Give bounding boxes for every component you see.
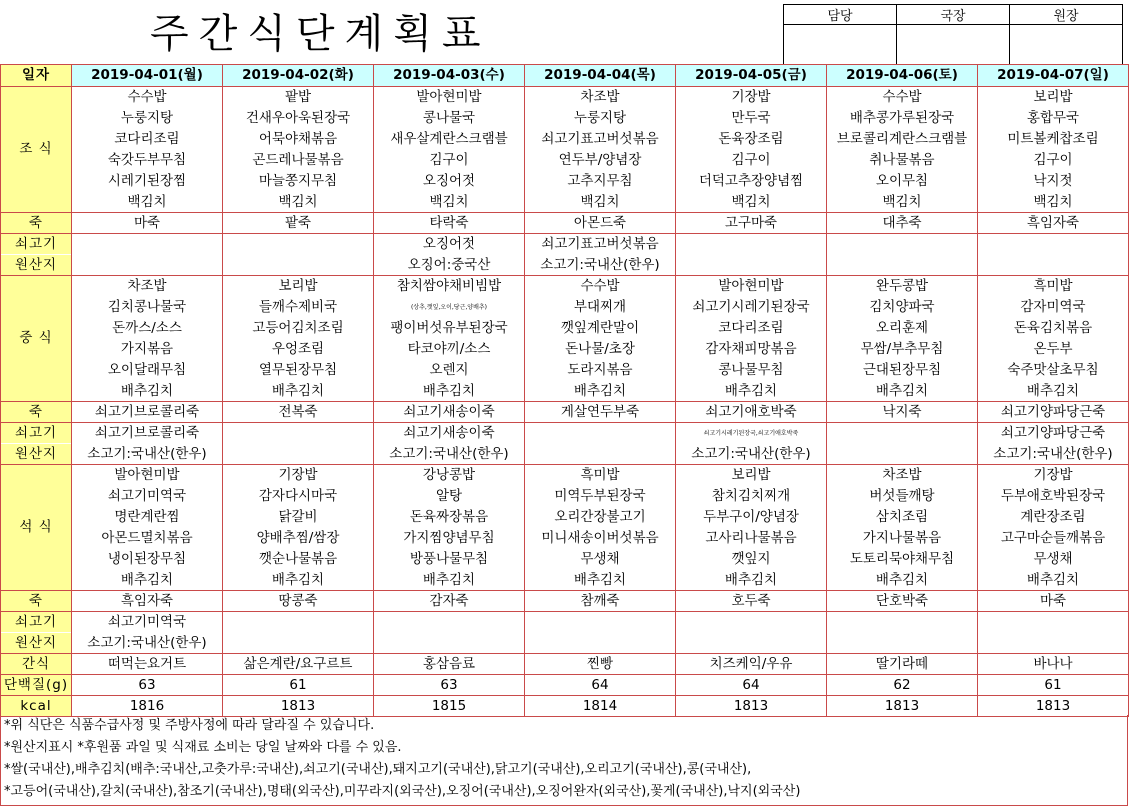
- porridge-item: 쇠고기새송이죽: [374, 402, 525, 423]
- menu-item: 차조밥: [827, 465, 978, 486]
- menu-item: 백김치: [525, 192, 676, 213]
- menu-item: 코다리조림: [72, 129, 223, 150]
- origin-label: 원산지: [1, 255, 72, 276]
- menu-item: 흑미밥: [525, 465, 676, 486]
- beef-item: [374, 612, 525, 633]
- menu-item: 배추김치: [223, 381, 374, 402]
- menu-item: 기장밥: [223, 465, 374, 486]
- beef-item: [676, 234, 827, 255]
- porridge-item: 호두죽: [676, 591, 827, 612]
- breakfast-label: 조 식: [1, 87, 72, 213]
- date-label: 일자: [1, 65, 72, 87]
- beef-label: 쇠고기: [1, 423, 72, 444]
- menu-item: 누룽지탕: [72, 108, 223, 129]
- porridge-item: 대추죽: [827, 213, 978, 234]
- notes: [0, 715, 1128, 806]
- beef-item: [978, 234, 1129, 255]
- origin-label: 원산지: [1, 633, 72, 654]
- menu-item: 들깨수제비국: [223, 297, 374, 318]
- menu-item: 누룽지탕: [525, 108, 676, 129]
- menu-item: 수수밥: [827, 87, 978, 108]
- origin-item: [374, 633, 525, 654]
- menu-item: 도토리묵야채무침: [827, 549, 978, 570]
- menu-item: 냉이된장무침: [72, 549, 223, 570]
- menu-item: 두부애호박된장국: [978, 486, 1129, 507]
- origin-item: 소고기:국내산(한우): [676, 444, 827, 465]
- menu-item: 배추김치: [374, 381, 525, 402]
- menu-item: 배추김치: [978, 570, 1129, 591]
- beef-item: 쇠고기시레기된장국,쇠고기애호박죽: [676, 423, 827, 444]
- menu-item: 강낭콩밥: [374, 465, 525, 486]
- menu-item: 열무된장무침: [223, 360, 374, 381]
- menu-item: 무생채: [978, 549, 1129, 570]
- porridge-item: 감자죽: [374, 591, 525, 612]
- porridge-item: 타락죽: [374, 213, 525, 234]
- menu-item: 백김치: [72, 192, 223, 213]
- menu-item: 두부구이/양념장: [676, 507, 827, 528]
- kcal-value: 1815: [374, 696, 525, 717]
- menu-item: 깻잎지: [676, 549, 827, 570]
- menu-item: 배추김치: [72, 570, 223, 591]
- menu-item: 낙지젓: [978, 171, 1129, 192]
- origin-item: 소고기:국내산(한우): [72, 633, 223, 654]
- origin-label: 원산지: [1, 444, 72, 465]
- menu-item: 오이달래무침: [72, 360, 223, 381]
- porridge-item: 흑임자죽: [978, 213, 1129, 234]
- menu-item: 백김치: [223, 192, 374, 213]
- origin-item: [72, 255, 223, 276]
- note-line: *고등어(국내산),갈치(국내산),참조기(국내산),명태(외국산),미꾸라지(외국산),오징어(국내산),오징어완자(외국산),꽃게(국내산),낙지(외국산): [0, 781, 1128, 806]
- beef-item: 쇠고기표고버섯볶음: [525, 234, 676, 255]
- menu-item: 돈까스/소스: [72, 318, 223, 339]
- note-line: *원산지표시 *후원품 과일 및 식재료 소비는 당일 날짜와 다를 수 있음.: [0, 737, 1128, 759]
- origin-item: [827, 255, 978, 276]
- menu-item: 미역두부된장국: [525, 486, 676, 507]
- origin-item: [827, 633, 978, 654]
- menu-item: 오징어젓: [374, 171, 525, 192]
- menu-item: 알탕: [374, 486, 525, 507]
- menu-item: 백김치: [827, 192, 978, 213]
- menu-item: 김치양파국: [827, 297, 978, 318]
- snack-item: 떠먹는요거트: [72, 654, 223, 675]
- kcal-value: 1813: [223, 696, 374, 717]
- menu-item: 쇠고기미역국: [72, 486, 223, 507]
- menu-item: 배추김치: [827, 570, 978, 591]
- protein-value: 64: [676, 675, 827, 696]
- protein-value: 64: [525, 675, 676, 696]
- menu-item: 보리밥: [676, 465, 827, 486]
- menu-item: 배추김치: [676, 570, 827, 591]
- menu-item: 감자미역국: [978, 297, 1129, 318]
- menu-item: 가지나물볶음: [827, 528, 978, 549]
- menu-item: 쇠고기표고버섯볶음: [525, 129, 676, 150]
- snack-item: 바나나: [978, 654, 1129, 675]
- menu-item: 배추김치: [374, 570, 525, 591]
- snack-label: 간식: [1, 654, 72, 675]
- porridge-item: 쇠고기애호박죽: [676, 402, 827, 423]
- menu-item: 김구이: [978, 150, 1129, 171]
- menu-item: 더덕고추장양념찜: [676, 171, 827, 192]
- menu-item: 깻잎계란말이: [525, 318, 676, 339]
- snack-item: 홍삼음료: [374, 654, 525, 675]
- menu-item: 차조밥: [525, 87, 676, 108]
- menu-item: 발아현미밥: [374, 87, 525, 108]
- menu-item: 팽이버섯유부된장국: [374, 318, 525, 339]
- beef-item: [827, 423, 978, 444]
- beef-item: 쇠고기브로콜리죽: [72, 423, 223, 444]
- porridge-item: 땅콩죽: [223, 591, 374, 612]
- menu-item: 가지찜양념무침: [374, 528, 525, 549]
- menu-item: 계란장조림: [978, 507, 1129, 528]
- date-header: 2019-04-07(일): [978, 65, 1129, 87]
- menu-item: 새우살계란스크램블: [374, 129, 525, 150]
- menu-item: 오리간장불고기: [525, 507, 676, 528]
- kcal-value: 1814: [525, 696, 676, 717]
- menu-item: 명란계란찜: [72, 507, 223, 528]
- menu-item: 돈나물/초장: [525, 339, 676, 360]
- origin-item: [223, 444, 374, 465]
- menu-item: 발아현미밥: [72, 465, 223, 486]
- beef-item: [676, 612, 827, 633]
- origin-item: [978, 255, 1129, 276]
- menu-item: 배추김치: [525, 381, 676, 402]
- kcal-value: 1813: [827, 696, 978, 717]
- kcal-value: 1813: [676, 696, 827, 717]
- menu-item: 배추김치: [525, 570, 676, 591]
- porridge-item: 흑임자죽: [72, 591, 223, 612]
- kcal-value: 1816: [72, 696, 223, 717]
- origin-item: [827, 444, 978, 465]
- menu-item: 깻순나물볶음: [223, 549, 374, 570]
- menu-item: 김구이: [676, 150, 827, 171]
- approval-role: 국장: [897, 5, 1010, 25]
- menu-item: 방풍나물무침: [374, 549, 525, 570]
- beef-item: [72, 234, 223, 255]
- date-header: 2019-04-05(금): [676, 65, 827, 87]
- page-title: 주간식단계획표: [150, 11, 491, 57]
- menu-item: 보리밥: [223, 276, 374, 297]
- beef-label: 쇠고기: [1, 612, 72, 633]
- menu-item: 연두부/양념장: [525, 150, 676, 171]
- porridge-item: 게살연두부죽: [525, 402, 676, 423]
- porridge-label: 죽: [1, 213, 72, 234]
- menu-item: 코다리조림: [676, 318, 827, 339]
- date-header: 2019-04-06(토): [827, 65, 978, 87]
- porridge-item: 전복죽: [223, 402, 374, 423]
- menu-item: 숙주맛살초무침: [978, 360, 1129, 381]
- menu-item: 온두부: [978, 339, 1129, 360]
- menu-item: 기장밥: [676, 87, 827, 108]
- menu-item: 콩나물무침: [676, 360, 827, 381]
- menu-item: 흑미밥: [978, 276, 1129, 297]
- menu-item: 김구이: [374, 150, 525, 171]
- menu-item: 김치콩나물국: [72, 297, 223, 318]
- menu-item: 도라지볶음: [525, 360, 676, 381]
- menu-item: 우엉조림: [223, 339, 374, 360]
- origin-item: [525, 444, 676, 465]
- menu-item: 숙갓두부무침: [72, 150, 223, 171]
- beef-item: 쇠고기미역국: [72, 612, 223, 633]
- menu-item: 무쌈/부추무침: [827, 339, 978, 360]
- menu-item: 타코야끼/소스: [374, 339, 525, 360]
- protein-value: 63: [72, 675, 223, 696]
- kcal-label: kcal: [1, 696, 72, 717]
- approval-sign-cell[interactable]: [897, 25, 1010, 66]
- menu-item: 기장밥: [978, 465, 1129, 486]
- menu-item: 부대찌개: [525, 297, 676, 318]
- beef-item: [827, 234, 978, 255]
- origin-item: 소고기:국내산(한우): [978, 444, 1129, 465]
- snack-item: 치즈케익/우유: [676, 654, 827, 675]
- menu-item: 삼치조림: [827, 507, 978, 528]
- beef-item: [525, 423, 676, 444]
- origin-item: [223, 255, 374, 276]
- approval-role: 담당: [784, 5, 897, 25]
- menu-item: 감자채피망볶음: [676, 339, 827, 360]
- beef-item: [827, 612, 978, 633]
- menu-item: 수수밥: [525, 276, 676, 297]
- protein-value: 61: [223, 675, 374, 696]
- snack-item: 딸기라떼: [827, 654, 978, 675]
- note-line: *쌀(국내산),배추김치(배추:국내산,고춧가루:국내산),쇠고기(국내산),돼지고기(국내산),닭고기(국내산),오리고기(국내산),콩(국내산),: [0, 759, 1128, 781]
- menu-item: 쇠고기시레기된장국: [676, 297, 827, 318]
- menu-item: 오렌지: [374, 360, 525, 381]
- menu-item: 양배추찜/쌈장: [223, 528, 374, 549]
- beef-item: [223, 423, 374, 444]
- menu-item: 만두국: [676, 108, 827, 129]
- beef-item: [223, 234, 374, 255]
- menu-item: 참치김치찌개: [676, 486, 827, 507]
- beef-item: [978, 612, 1129, 633]
- origin-item: [676, 633, 827, 654]
- porridge-item: 쇠고기양파당근죽: [978, 402, 1129, 423]
- approval-sign-cell[interactable]: [1010, 25, 1123, 66]
- beef-item: [525, 612, 676, 633]
- menu-item: 건새우아욱된장국: [223, 108, 374, 129]
- menu-item: 고사리나물볶음: [676, 528, 827, 549]
- protein-value: 61: [978, 675, 1129, 696]
- origin-item: [525, 633, 676, 654]
- approval-sign-cell[interactable]: [784, 25, 897, 66]
- menu-item: 홍합무국: [978, 108, 1129, 129]
- menu-item: 무생채: [525, 549, 676, 570]
- beef-label: 쇠고기: [1, 234, 72, 255]
- menu-item: 가지볶음: [72, 339, 223, 360]
- date-header: 2019-04-03(수): [374, 65, 525, 87]
- menu-item: 미니새송이버섯볶음: [525, 528, 676, 549]
- porridge-item: 낙지죽: [827, 402, 978, 423]
- menu-item: 발아현미밥: [676, 276, 827, 297]
- porridge-item: 고구마죽: [676, 213, 827, 234]
- menu-item: 미트볼케찹조림: [978, 129, 1129, 150]
- menu-item: 마늘쫑지무침: [223, 171, 374, 192]
- protein-value: 63: [374, 675, 525, 696]
- menu-item: 브로콜리계란스크램블: [827, 129, 978, 150]
- menu-item: 보리밥: [978, 87, 1129, 108]
- menu-item: 돈육김치볶음: [978, 318, 1129, 339]
- menu-item: 돈육짜장볶음: [374, 507, 525, 528]
- menu-item: 백김치: [978, 192, 1129, 213]
- menu-item: 배추김치: [827, 381, 978, 402]
- menu-item: 고추지무침: [525, 171, 676, 192]
- approval-role: 원장: [1010, 5, 1123, 25]
- date-header: 2019-04-01(월): [72, 65, 223, 87]
- origin-item: [223, 633, 374, 654]
- menu-item: 어묵야채볶음: [223, 129, 374, 150]
- beef-item: 쇠고기양파당근죽: [978, 423, 1129, 444]
- snack-item: 찐빵: [525, 654, 676, 675]
- menu-item: 배추김치: [676, 381, 827, 402]
- menu-item: 고구마순들깨볶음: [978, 528, 1129, 549]
- menu-item: (상추,깻잎,오이,당근,양배추): [374, 297, 525, 318]
- menu-item: 오리훈제: [827, 318, 978, 339]
- menu-item: 배추콩가루된장국: [827, 108, 978, 129]
- origin-item: [676, 255, 827, 276]
- menu-item: 취나물볶음: [827, 150, 978, 171]
- origin-item: [978, 633, 1129, 654]
- menu-item: 버섯들깨탕: [827, 486, 978, 507]
- menu-item: 차조밥: [72, 276, 223, 297]
- protein-label: 단백질(g): [1, 675, 72, 696]
- date-header: 2019-04-02(화): [223, 65, 374, 87]
- origin-item: 오징어:중국산: [374, 255, 525, 276]
- porridge-label: 죽: [1, 402, 72, 423]
- menu-item: 배추김치: [223, 570, 374, 591]
- dinner-label: 석 식: [1, 465, 72, 591]
- menu-item: 팥밥: [223, 87, 374, 108]
- menu-item: 참치쌈야채비빔밥: [374, 276, 525, 297]
- approval-box: [783, 4, 1123, 66]
- menu-item: 배추김치: [978, 381, 1129, 402]
- porridge-item: 아몬드죽: [525, 213, 676, 234]
- note-line: *위 식단은 식품수급사정 및 주방사정에 따라 달라질 수 있습니다.: [0, 715, 1128, 737]
- date-header: 2019-04-04(목): [525, 65, 676, 87]
- porridge-item: 참깨죽: [525, 591, 676, 612]
- menu-item: 닭갈비: [223, 507, 374, 528]
- menu-item: 아몬드멸치볶음: [72, 528, 223, 549]
- snack-item: 삶은계란/요구르트: [223, 654, 374, 675]
- porridge-item: 마죽: [978, 591, 1129, 612]
- porridge-item: 쇠고기브로콜리죽: [72, 402, 223, 423]
- menu-item: 고등어김치조림: [223, 318, 374, 339]
- beef-item: [223, 612, 374, 633]
- menu-item: 콩나물국: [374, 108, 525, 129]
- porridge-item: 마죽: [72, 213, 223, 234]
- menu-item: 근대된장무침: [827, 360, 978, 381]
- beef-item: 쇠고기새송이죽: [374, 423, 525, 444]
- kcal-value: 1813: [978, 696, 1129, 717]
- menu-item: 오이무침: [827, 171, 978, 192]
- menu-item: 완두콩밥: [827, 276, 978, 297]
- menu-item: 수수밥: [72, 87, 223, 108]
- menu-item: 배추김치: [72, 381, 223, 402]
- menu-item: 백김치: [374, 192, 525, 213]
- menu-item: 곤드레나물볶음: [223, 150, 374, 171]
- menu-item: 돈육장조림: [676, 129, 827, 150]
- lunch-label: 중 식: [1, 276, 72, 402]
- porridge-label: 죽: [1, 591, 72, 612]
- porridge-item: 단호박죽: [827, 591, 978, 612]
- protein-value: 62: [827, 675, 978, 696]
- beef-item: 오징어젓: [374, 234, 525, 255]
- origin-item: 소고기:국내산(한우): [374, 444, 525, 465]
- meal-plan-table: [0, 64, 1129, 717]
- menu-item: 감자다시마국: [223, 486, 374, 507]
- porridge-item: 팥죽: [223, 213, 374, 234]
- origin-item: 소고기:국내산(한우): [525, 255, 676, 276]
- origin-item: 소고기:국내산(한우): [72, 444, 223, 465]
- menu-item: 시레기된장찜: [72, 171, 223, 192]
- menu-item: 백김치: [676, 192, 827, 213]
